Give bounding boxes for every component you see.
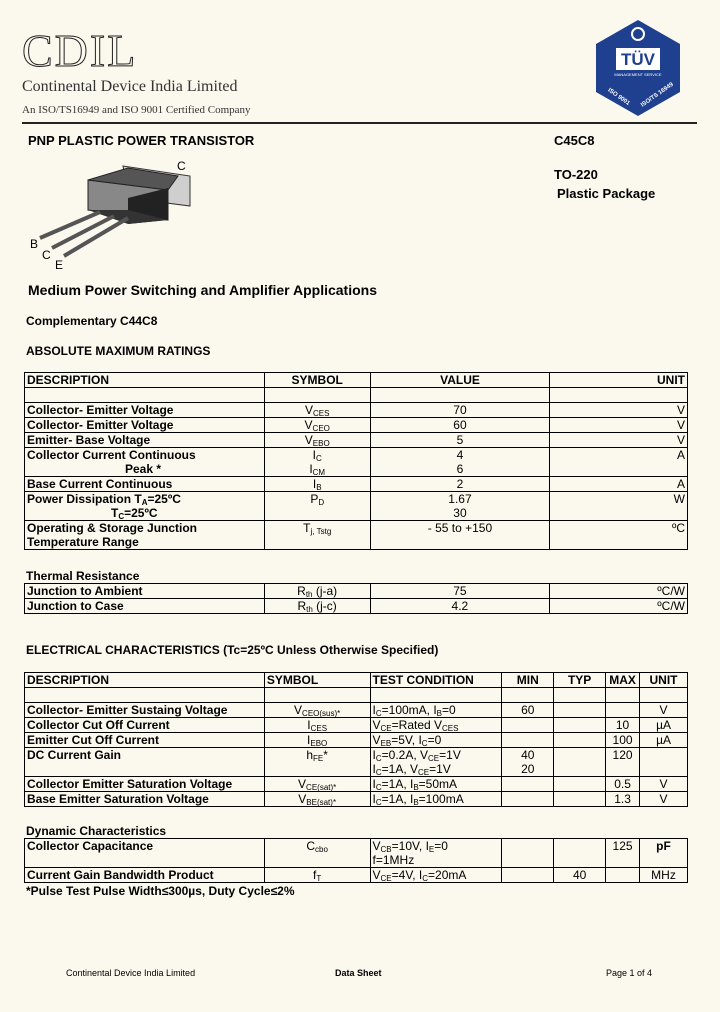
badge-brand: TÜV bbox=[621, 50, 655, 69]
row-typ bbox=[554, 703, 606, 718]
dynamic-heading: Dynamic Characteristics bbox=[26, 824, 167, 838]
row-test-condition: $I_C=100mA$, $I_B=0$ bbox=[370, 703, 502, 718]
badge-left: ISO 9001 bbox=[606, 87, 631, 107]
row-unit: pF bbox=[640, 839, 688, 868]
row-value: 4.2 bbox=[370, 599, 550, 614]
row-max: 0.5 bbox=[606, 777, 640, 792]
row-unit: µA bbox=[640, 733, 688, 748]
row-value: 5 bbox=[370, 433, 550, 448]
row-unit: µA bbox=[640, 718, 688, 733]
row-unit: V bbox=[550, 433, 688, 448]
badge-right: ISO/TS 16949 bbox=[640, 81, 675, 109]
company-logo: CDIL bbox=[22, 25, 138, 76]
row-description: Power Dissipation $T_A=25ºC$ $T_C=25ºC$ bbox=[25, 492, 265, 521]
row-description: Collector- Emitter Voltage bbox=[25, 403, 265, 418]
footer-company: Continental Device India Limited bbox=[66, 968, 196, 978]
row-symbol: $R_{th}$ (j-a) bbox=[264, 584, 370, 599]
row-symbol: $I_{EBO}$ bbox=[264, 733, 370, 748]
row-symbol: $V_{BE(sat)*}$ bbox=[264, 792, 370, 807]
table-row bbox=[25, 418, 688, 433]
row-unit: A bbox=[550, 448, 688, 477]
row-description: Collector Current Continuous Peak * bbox=[25, 448, 265, 477]
row-min bbox=[502, 839, 554, 868]
row-max bbox=[606, 703, 640, 718]
col-header-min: MIN bbox=[502, 673, 554, 688]
footer-page: Page 1 of 4 bbox=[606, 968, 653, 978]
row-unit: V bbox=[640, 792, 688, 807]
table-row bbox=[25, 521, 688, 550]
row-description: Collector Cut Off Current bbox=[25, 718, 265, 733]
row-symbol: $f_T$ bbox=[264, 868, 370, 883]
row-min bbox=[502, 792, 554, 807]
row-unit: MHz bbox=[640, 868, 688, 883]
col-header-test-condition: TEST CONDITION bbox=[370, 673, 502, 688]
row-min bbox=[502, 868, 554, 883]
row-description: Base Current Continuous bbox=[25, 477, 265, 492]
col-header-max: MAX bbox=[606, 673, 640, 688]
row-description: DC Current Gain bbox=[25, 748, 265, 777]
package-desc: Plastic Package bbox=[557, 186, 656, 201]
badge-sub: MANAGEMENT SERVICE bbox=[614, 72, 662, 77]
thermal-table bbox=[24, 583, 688, 614]
row-symbol: $V_{CE(sat)*}$ bbox=[264, 777, 370, 792]
table-row bbox=[25, 792, 688, 807]
row-typ bbox=[554, 839, 606, 868]
row-max: 100 bbox=[606, 733, 640, 748]
row-test-condition: $V_{EB}=5V$, $I_C=0$ bbox=[370, 733, 502, 748]
col-header-description: DESCRIPTION bbox=[25, 373, 265, 388]
row-test-condition: $I_C=1A$, $I_B=50mA$ bbox=[370, 777, 502, 792]
row-symbol: $V_{EBO}$ bbox=[264, 433, 370, 448]
row-symbol: $h_{FE}*$ bbox=[264, 748, 370, 777]
col-header-symbol: SYMBOL bbox=[264, 373, 370, 388]
pin-label-collector: C bbox=[42, 248, 51, 262]
row-typ bbox=[554, 777, 606, 792]
application-title: Medium Power Switching and Amplifier Applications bbox=[28, 282, 377, 298]
table-row bbox=[25, 748, 688, 777]
row-unit: V bbox=[550, 418, 688, 433]
row-typ bbox=[554, 733, 606, 748]
row-max: 1.3 bbox=[606, 792, 640, 807]
row-description: Base Emitter Saturation Voltage bbox=[25, 792, 265, 807]
row-description: Collector- Emitter Sustaing Voltage bbox=[25, 703, 265, 718]
product-type: PNP PLASTIC POWER TRANSISTOR bbox=[28, 133, 255, 148]
pin-label-collector-tab: C bbox=[177, 159, 186, 173]
abs-max-table bbox=[24, 372, 688, 550]
table-row bbox=[25, 703, 688, 718]
certification-text: An ISO/TS16949 and ISO 9001 Certified Company bbox=[22, 104, 251, 116]
row-description: Collector Emitter Saturation Voltage bbox=[25, 777, 265, 792]
row-unit: V bbox=[640, 777, 688, 792]
row-value: 75 bbox=[370, 584, 550, 599]
row-description: Current Gain Bandwidth Product bbox=[25, 868, 265, 883]
row-min bbox=[502, 718, 554, 733]
row-symbol: $V_{CEO}$ bbox=[264, 418, 370, 433]
row-description: Collector- Emitter Voltage bbox=[25, 418, 265, 433]
table-header-row bbox=[25, 673, 688, 688]
row-description: Collector Capacitance bbox=[25, 839, 265, 868]
row-min bbox=[502, 777, 554, 792]
table-row bbox=[25, 839, 688, 868]
row-min bbox=[502, 733, 554, 748]
row-symbol: $I_{CES}$ bbox=[264, 718, 370, 733]
row-value: 2 bbox=[370, 477, 550, 492]
pulse-test-note: *Pulse Test Pulse Width≤300µs, Duty Cycle≤2% bbox=[26, 884, 295, 898]
row-min: 60 bbox=[502, 703, 554, 718]
row-value: - 55 to +150 bbox=[370, 521, 550, 550]
row-description: Operating & Storage Junction Temperature Range bbox=[25, 521, 265, 550]
row-description: Junction to Ambient bbox=[25, 584, 265, 599]
col-header-symbol: SYMBOL bbox=[264, 673, 370, 688]
row-unit: ºC bbox=[550, 521, 688, 550]
row-unit: V bbox=[640, 703, 688, 718]
table-row bbox=[25, 403, 688, 418]
company-name: Continental Device India Limited bbox=[22, 78, 238, 95]
table-row bbox=[25, 477, 688, 492]
thermal-heading: Thermal Resistance bbox=[26, 569, 140, 583]
footer-doc-type: Data Sheet bbox=[335, 968, 382, 978]
table-header-row bbox=[25, 373, 688, 388]
row-unit: ºC/W bbox=[550, 584, 688, 599]
package-name: TO-220 bbox=[554, 167, 598, 182]
row-value: 4 6 bbox=[370, 448, 550, 477]
table-row bbox=[25, 868, 688, 883]
row-unit bbox=[640, 748, 688, 777]
row-test-condition: $V_{CB}=10V$, $I_E=0$ f=1MHz bbox=[370, 839, 502, 868]
row-value: 70 bbox=[370, 403, 550, 418]
tuv-badge bbox=[588, 18, 688, 118]
row-symbol: $R_{th}$ (j-c) bbox=[264, 599, 370, 614]
table-row bbox=[25, 718, 688, 733]
row-typ bbox=[554, 748, 606, 777]
complementary-part: Complementary C44C8 bbox=[26, 314, 158, 328]
header-rule bbox=[22, 122, 697, 124]
part-number: C45C8 bbox=[554, 133, 595, 148]
table-row bbox=[25, 492, 688, 521]
row-value: 60 bbox=[370, 418, 550, 433]
row-description: Emitter- Base Voltage bbox=[25, 433, 265, 448]
pin-label-base: B bbox=[30, 237, 39, 251]
row-test-condition: $I_C=0.2A$, $V_{CE}=1V$ $I_C=1A$, $V_{CE}=1V$ bbox=[370, 748, 502, 777]
table-row bbox=[25, 777, 688, 792]
row-typ: 40 bbox=[554, 868, 606, 883]
table-row bbox=[25, 448, 688, 477]
col-header-description: DESCRIPTION bbox=[25, 673, 265, 688]
row-symbol: $V_{CES}$ bbox=[264, 403, 370, 418]
row-unit: A bbox=[550, 477, 688, 492]
row-typ bbox=[554, 792, 606, 807]
col-header-unit: UNIT bbox=[550, 373, 688, 388]
to220-package-diagram bbox=[28, 158, 198, 270]
row-symbol: $I_C$ $I_{CM}$ bbox=[264, 448, 370, 477]
row-max: 10 bbox=[606, 718, 640, 733]
row-test-condition: $V_{CE}=4V$, $I_C=20mA$ bbox=[370, 868, 502, 883]
dynamic-table bbox=[24, 838, 688, 883]
row-test-condition: $V_{CE}=Rated$ $V_{CES}$ bbox=[370, 718, 502, 733]
col-header-unit: UNIT bbox=[640, 673, 688, 688]
row-symbol: $I_B$ bbox=[264, 477, 370, 492]
row-test-condition: $I_C=1A$, $I_B=100mA$ bbox=[370, 792, 502, 807]
row-unit: ºC/W bbox=[550, 599, 688, 614]
row-symbol: $C_{cbo}$ bbox=[264, 839, 370, 868]
row-value: 1.67 30 bbox=[370, 492, 550, 521]
abs-max-heading: ABSOLUTE MAXIMUM RATINGS bbox=[26, 344, 211, 358]
row-unit: V bbox=[550, 403, 688, 418]
row-max: 120 bbox=[606, 748, 640, 777]
table-row bbox=[25, 599, 688, 614]
row-symbol: $T_{j, Tstg}$ bbox=[264, 521, 370, 550]
row-max bbox=[606, 868, 640, 883]
row-description: Junction to Case bbox=[25, 599, 265, 614]
col-header-typ: TYP bbox=[554, 673, 606, 688]
col-header-value: VALUE bbox=[370, 373, 550, 388]
row-unit: W bbox=[550, 492, 688, 521]
electrical-heading: ELECTRICAL CHARACTERISTICS (Tc=25ºC Unless Otherwise Specified) bbox=[26, 643, 439, 657]
row-description: Emitter Cut Off Current bbox=[25, 733, 265, 748]
row-typ bbox=[554, 718, 606, 733]
row-max: 125 bbox=[606, 839, 640, 868]
table-row bbox=[25, 584, 688, 599]
electrical-table bbox=[24, 672, 688, 807]
table-row bbox=[25, 433, 688, 448]
row-symbol: $V_{CEO(sus)*}$ bbox=[264, 703, 370, 718]
row-min: 40 20 bbox=[502, 748, 554, 777]
pin-label-emitter: E bbox=[55, 258, 64, 272]
table-row bbox=[25, 733, 688, 748]
row-symbol: $P_D$ bbox=[264, 492, 370, 521]
